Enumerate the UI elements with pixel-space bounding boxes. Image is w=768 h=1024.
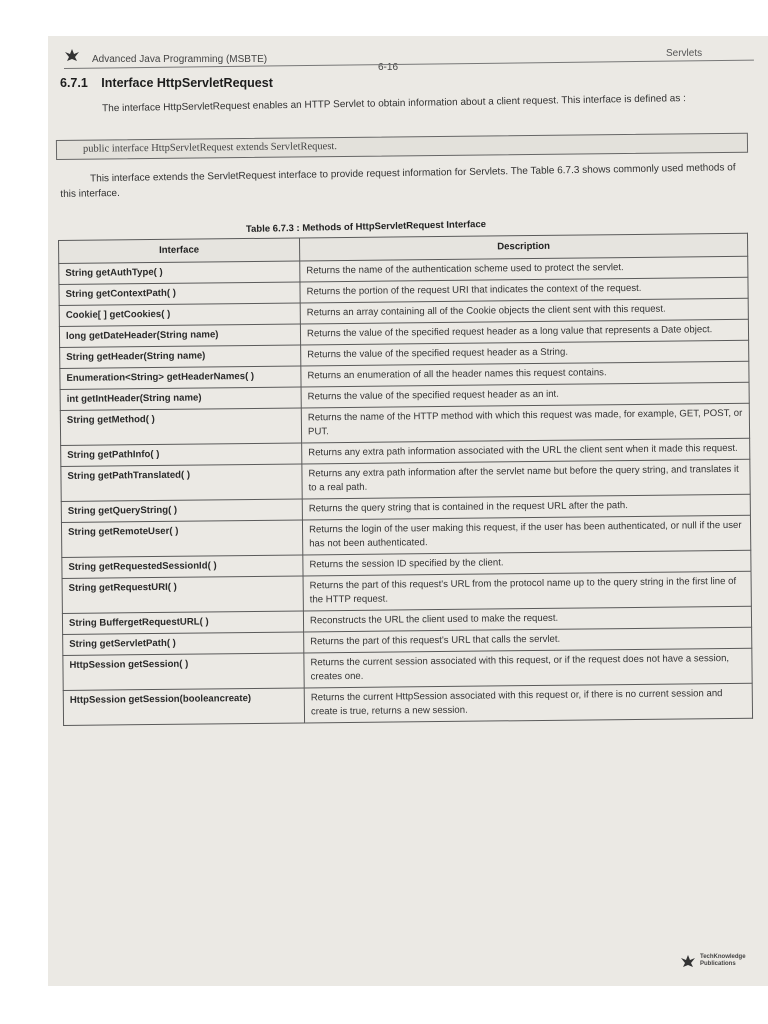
method-description-cell: Returns the session ID specified by the client. [303,550,751,576]
method-signature-cell: HttpSession getSession(booleancreate) [63,688,304,726]
section-heading [60,76,273,90]
method-signature-cell: String getHeader(String name) [60,345,301,369]
description-paragraph: This interface extends the ServletRequest interface to provide request information for Servlets. The Table 6.7.3 shows commonly used methods of this interface. [60,162,736,200]
page-number: 6-16 [378,62,399,73]
methods-table [58,233,753,726]
method-signature-cell: String getPathTranslated( ) [61,464,302,502]
method-description-cell: Returns the portion of the request URI that indicates the context of the request. [300,277,748,303]
method-description-cell: Returns an array containing all of the Cookie objects the client sent with this request. [300,298,748,324]
method-description-cell: Returns an enumeration of all the header names this request contains. [301,361,749,387]
method-description-cell: Returns the current session associated with this request, or if the request does not have a session, creates one. [304,648,752,688]
method-signature-cell: long getDateHeader(String name) [59,324,300,348]
method-description-cell: Returns the name of the HTTP method with which this request was made, for example, GET, POST, or PUT. [301,403,749,443]
column-header-description: Description [299,233,747,261]
method-signature-cell: String getRequestURI( ) [62,576,303,614]
table-row [63,683,752,725]
code-declaration: public interface HttpServletRequest extends ServletRequest. [82,141,338,155]
method-signature-cell: String getMethod( ) [60,408,301,446]
table-caption: Table 6.7.3 : Methods of HttpServletRequest Interface [245,218,487,235]
method-description-cell: Returns any extra path information after the servlet name but before the query string, and translates it to a real path. [302,459,750,499]
publisher-logo-icon [64,48,80,62]
publisher-footer-logo-icon [680,954,696,968]
method-description-cell: Returns any extra path information associated with the URL the client sent when it made this request. [302,438,750,464]
publisher-name [700,954,746,968]
method-signature-cell: String BuffergetRequestURL( ) [62,611,303,635]
method-description-cell: Returns the query string that is contained in the request URL after the path. [302,494,750,520]
method-description-cell: Returns the login of the user making this request, if the user has been authenticated, or null if the user has not been authenticated. [302,515,750,555]
column-header-interface: Interface [59,238,300,264]
method-description-cell: Returns the part of this request's URL from the protocol name up to the query string in the first line of the HTTP request. [303,571,751,611]
code-declaration-box [56,133,748,160]
method-signature-cell: int getIntHeader(String name) [60,387,301,411]
method-description-cell: Returns the part of this request's URL that calls the servlet. [304,627,752,653]
method-signature-cell: String getQueryString( ) [61,499,302,523]
intro-paragraph: The interface HttpServletRequest enables an HTTP Servlet to obtain information about a client request. This interface is defined as : [102,93,686,115]
method-description-cell: Returns the value of the specified request header as an int. [301,382,749,408]
book-title: Advanced Java Programming (MSBTE) [92,54,268,65]
method-description-cell: Reconstructs the URL the client used to make the request. [303,606,751,632]
publisher-line-2: Publications [700,961,736,967]
method-signature-cell: Cookie[ ] getCookies( ) [59,303,300,327]
method-description-cell: Returns the value of the specified request header as a String. [301,340,749,366]
method-signature-cell: String getContextPath( ) [59,282,300,306]
section-title: Interface HttpServletRequest [101,76,273,90]
publisher-line-1: TechKnowledge [700,954,746,960]
section-number: 6.7.1 [60,76,88,90]
method-description-cell: Returns the value of the specified request header as a long value that represents a Date object. [300,319,748,345]
method-signature-cell: String getAuthType( ) [59,261,300,285]
publisher-footer [678,952,762,972]
method-signature-cell: String getRemoteUser( ) [61,520,302,558]
table-body [59,256,753,725]
method-signature-cell: String getRequestedSessionId( ) [62,555,303,579]
method-signature-cell: String getServletPath( ) [63,632,304,656]
method-signature-cell: String getPathInfo( ) [61,443,302,467]
method-description-cell: Returns the name of the authentication scheme used to protect the servlet. [300,256,748,282]
book-page [48,36,768,986]
method-signature-cell: HttpSession getSession( ) [63,653,304,691]
method-signature-cell: Enumeration<String> getHeaderNames( ) [60,366,301,390]
chapter-name: Servlets [666,48,703,59]
methods-table-wrapper [58,233,753,726]
method-description-cell: Returns the current HttpSession associated with this request or, if there is no current session and create is true, returns a new session. [304,683,752,723]
